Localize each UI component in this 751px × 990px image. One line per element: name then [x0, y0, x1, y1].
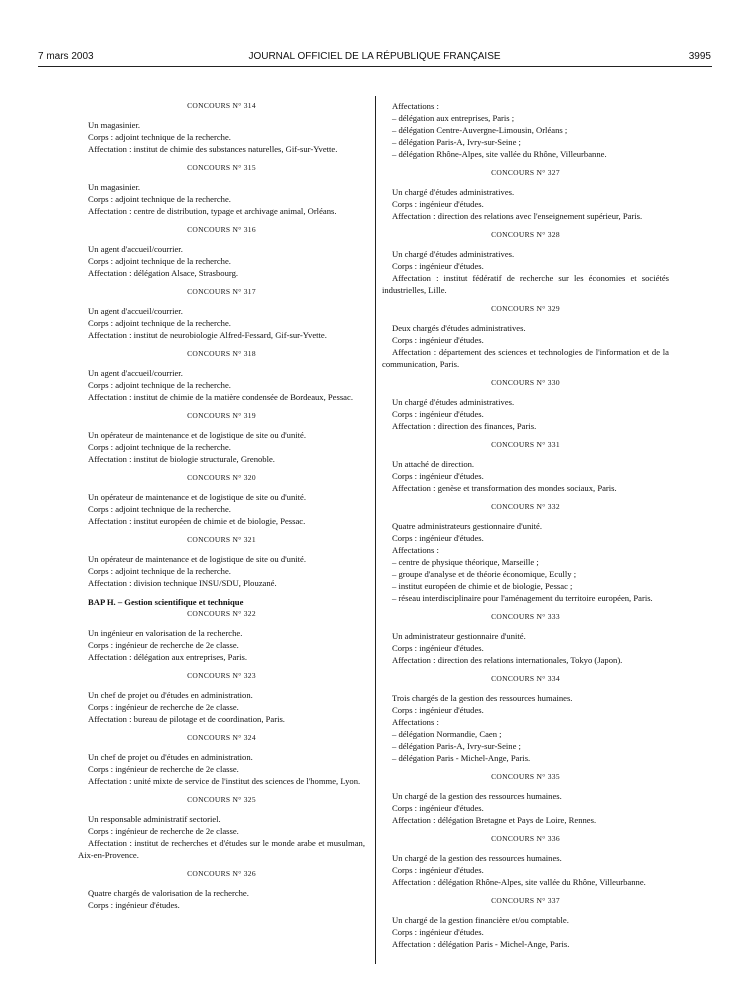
concours-title: CONCOURS N° 331 [491, 440, 560, 449]
corps-line: Corps : ingénieur de recherche de 2e classe. [88, 826, 239, 836]
concours-title: CONCOURS N° 327 [491, 168, 560, 177]
post-description: Un agent d'accueil/courrier. [88, 306, 183, 316]
post-description: Un agent d'accueil/courrier. [88, 368, 183, 378]
affectation-line: Affectation : bureau de pilotage et de coordination, Paris. [88, 714, 285, 724]
affectation-line: Affectation : centre de distribution, typage et archivage animal, Orléans. [88, 206, 337, 216]
header-rule [38, 66, 712, 67]
corps-line: Corps : adjoint technique de la recherche. [88, 566, 231, 576]
concours-323 [78, 670, 365, 725]
post-description: Trois chargés de la gestion des ressources humaines. [392, 693, 573, 703]
affectation-line: Affectation : département des sciences et technologies de l'information et de la communication, Paris. [382, 347, 669, 369]
page-header [38, 51, 711, 67]
post-description: Un chef de projet ou d'études en administration. [88, 752, 253, 762]
concours-329 [382, 303, 669, 370]
affectation-line: Affectation : délégation Paris - Michel-Ange, Paris. [392, 939, 570, 949]
concours-326-affectations [382, 100, 669, 160]
affectation-line: Affectation : institut fédératif de recherche sur les économies et sociétés industrielles, Lille. [382, 273, 669, 295]
concours-326 [78, 868, 365, 911]
concours-316 [78, 224, 365, 279]
concours-title: CONCOURS N° 315 [187, 163, 256, 172]
concours-327 [382, 167, 669, 222]
post-description: Un chargé d'études administratives. [392, 187, 515, 197]
concours-315 [78, 162, 365, 217]
post-description: Un magasinier. [88, 120, 141, 130]
concours-330 [382, 377, 669, 432]
concours-321 [78, 534, 365, 589]
corps-line: Corps : adjoint technique de la recherche. [88, 132, 231, 142]
corps-line: Corps : adjoint technique de la recherche. [88, 442, 231, 452]
corps-line: Corps : adjoint technique de la recherche. [88, 256, 231, 266]
concours-title: CONCOURS N° 332 [491, 502, 560, 511]
concours-336 [382, 833, 669, 888]
post-description: Un chargé d'études administratives. [392, 397, 515, 407]
affectation-item: – centre de physique théorique, Marseille ; [392, 557, 539, 567]
corps-line: Corps : ingénieur d'études. [392, 927, 484, 937]
affectation-item: – délégation Normandie, Caen ; [392, 729, 502, 739]
concours-title: CONCOURS N° 316 [187, 225, 256, 234]
affectation-line: Affectation : institut de biologie structurale, Grenoble. [88, 454, 275, 464]
post-description: Un agent d'accueil/courrier. [88, 244, 183, 254]
concours-title: CONCOURS N° 319 [187, 411, 256, 420]
corps-line: Corps : adjoint technique de la recherche. [88, 318, 231, 328]
post-description: Un magasinier. [88, 182, 141, 192]
corps-line: Corps : ingénieur de recherche de 2e classe. [88, 702, 239, 712]
concours-title: CONCOURS N° 330 [491, 378, 560, 387]
bap-heading: BAP H. – Gestion scientifique et technique [88, 597, 244, 607]
post-description: Un chargé de la gestion financière et/ou comptable. [392, 915, 569, 925]
affectation-item: – délégation Rhône-Alpes, site vallée du Rhône, Villeurbanne. [392, 149, 607, 159]
concours-title: CONCOURS N° 334 [491, 674, 560, 683]
post-description: Deux chargés d'études administratives. [392, 323, 526, 333]
affectation-item: – délégation Paris-A, Ivry-sur-Seine ; [392, 137, 521, 147]
concours-318 [78, 348, 365, 403]
corps-line: Corps : ingénieur de recherche de 2e classe. [88, 640, 239, 650]
corps-line: Corps : ingénieur d'études. [392, 705, 484, 715]
affectation-item: – groupe d'analyse et de théorie économique, Ecully ; [392, 569, 577, 579]
concours-title: CONCOURS N° 320 [187, 473, 256, 482]
affectation-line: Affectation : délégation aux entreprises, Paris. [88, 652, 248, 662]
post-description: Un chef de projet ou d'études en administration. [88, 690, 253, 700]
journal-title: JOURNAL OFFICIEL DE LA RÉPUBLIQUE FRANÇAISE [248, 51, 501, 62]
concours-title: CONCOURS N° 333 [491, 612, 560, 621]
corps-line: Corps : ingénieur d'études. [392, 803, 484, 813]
corps-line: Corps : adjoint technique de la recherche. [88, 194, 231, 204]
affectation-line: Affectation : délégation Bretagne et Pays de Loire, Rennes. [392, 815, 597, 825]
affectation-line: Affectation : unité mixte de service de l'institut des sciences de l'homme, Lyon. [88, 776, 361, 786]
corps-line: Corps : ingénieur d'études. [392, 865, 484, 875]
column-divider [375, 96, 376, 964]
affectation-line: Affectation : délégation Alsace, Strasbourg. [88, 268, 239, 278]
affectations-heading: Affectations : [392, 545, 439, 555]
concours-title: CONCOURS N° 321 [187, 535, 256, 544]
affectation-line: Affectation : institut de recherches et d'études sur le monde arabe et musulman, Aix-en-Provence. [78, 838, 365, 860]
concours-328 [382, 229, 669, 296]
concours-320 [78, 472, 365, 527]
corps-line: Corps : ingénieur d'études. [392, 533, 484, 543]
post-description: Quatre administrateurs gestionnaire d'unité. [392, 521, 542, 531]
right-column [382, 100, 669, 950]
post-description: Un chargé de la gestion des ressources humaines. [392, 853, 562, 863]
concours-317 [78, 286, 365, 341]
corps-line: Corps : ingénieur d'études. [392, 199, 484, 209]
affectation-item: – délégation aux entreprises, Paris ; [392, 113, 515, 123]
concours-335 [382, 771, 669, 826]
affectations-heading: Affectations : [392, 717, 439, 727]
post-description: Un responsable administratif sectoriel. [88, 814, 221, 824]
affectation-line: Affectation : institut européen de chimie et de biologie, Pessac. [88, 516, 306, 526]
concours-title: CONCOURS N° 337 [491, 896, 560, 905]
post-description: Un chargé d'études administratives. [392, 249, 515, 259]
concours-title: CONCOURS N° 328 [491, 230, 560, 239]
corps-line: Corps : ingénieur d'études. [88, 900, 180, 910]
affectation-line: Affectation : institut de neurobiologie Alfred-Fessard, Gif-sur-Yvette. [88, 330, 327, 340]
concours-322 [78, 608, 365, 663]
concours-title: CONCOURS N° 329 [491, 304, 560, 313]
affectation-line: Affectation : direction des finances, Paris. [392, 421, 537, 431]
affectation-item: – délégation Paris-A, Ivry-sur-Seine ; [392, 741, 521, 751]
corps-line: Corps : ingénieur d'études. [392, 335, 484, 345]
affectation-line: Affectation : institut de chimie des substances naturelles, Gif-sur-Yvette. [88, 144, 338, 154]
affectation-item: – délégation Centre-Auvergne-Limousin, Orléans ; [392, 125, 568, 135]
post-description: Un ingénieur en valorisation de la recherche. [88, 628, 243, 638]
corps-line: Corps : ingénieur d'études. [392, 409, 484, 419]
concours-332 [382, 501, 669, 604]
affectation-line: Affectation : division technique INSU/SDU, Plouzané. [88, 578, 277, 588]
post-description: Un chargé de la gestion des ressources humaines. [392, 791, 562, 801]
affectation-line: Affectation : direction des relations avec l'enseignement supérieur, Paris. [392, 211, 643, 221]
concours-319 [78, 410, 365, 465]
concours-314 [78, 100, 365, 155]
post-description: Un opérateur de maintenance et de logistique de site ou d'unité. [88, 492, 306, 502]
concours-title: CONCOURS N° 318 [187, 349, 256, 358]
concours-title: CONCOURS N° 336 [491, 834, 560, 843]
affectation-item: – institut européen de chimie et de biologie, Pessac ; [392, 581, 573, 591]
affectation-item: – délégation Paris - Michel-Ange, Paris. [392, 753, 531, 763]
concours-title: CONCOURS N° 324 [187, 733, 256, 742]
affectations-heading: Affectations : [392, 101, 439, 111]
post-description: Un attaché de direction. [392, 459, 475, 469]
corps-line: Corps : ingénieur de recherche de 2e classe. [88, 764, 239, 774]
concours-title: CONCOURS N° 323 [187, 671, 256, 680]
concours-324 [78, 732, 365, 787]
concours-title: CONCOURS N° 314 [187, 101, 256, 110]
concours-334 [382, 673, 669, 764]
concours-title: CONCOURS N° 326 [187, 869, 256, 878]
post-description: Quatre chargés de valorisation de la recherche. [88, 888, 249, 898]
corps-line: Corps : ingénieur d'études. [392, 643, 484, 653]
issue-date: 7 mars 2003 [38, 51, 94, 62]
concours-337 [382, 895, 669, 950]
affectation-line: Affectation : direction des relations internationales, Tokyo (Japon). [392, 655, 623, 665]
concours-title: CONCOURS N° 322 [187, 609, 256, 618]
affectation-line: Affectation : genèse et transformation des mondes sociaux, Paris. [392, 483, 617, 493]
affectation-line: Affectation : institut de chimie de la matière condensée de Bordeaux, Pessac. [88, 392, 353, 402]
post-description: Un opérateur de maintenance et de logistique de site ou d'unité. [88, 554, 306, 564]
concours-325 [78, 794, 365, 861]
corps-line: Corps : adjoint technique de la recherche. [88, 380, 231, 390]
post-description: Un opérateur de maintenance et de logistique de site ou d'unité. [88, 430, 306, 440]
corps-line: Corps : ingénieur d'études. [392, 261, 484, 271]
affectation-line: Affectation : délégation Rhône-Alpes, site vallée du Rhône, Villeurbanne. [392, 877, 646, 887]
page-number: 3995 [688, 51, 711, 62]
corps-line: Corps : adjoint technique de la recherche. [88, 504, 231, 514]
concours-title: CONCOURS N° 317 [187, 287, 256, 296]
concours-title: CONCOURS N° 325 [187, 795, 256, 804]
concours-331 [382, 439, 669, 494]
concours-title: CONCOURS N° 335 [491, 772, 560, 781]
post-description: Un administrateur gestionnaire d'unité. [392, 631, 526, 641]
left-column [78, 100, 365, 911]
affectation-item: – réseau interdisciplinaire pour l'aménagement du territoire européen, Paris. [392, 593, 653, 603]
concours-333 [382, 611, 669, 666]
corps-line: Corps : ingénieur d'études. [392, 471, 484, 481]
